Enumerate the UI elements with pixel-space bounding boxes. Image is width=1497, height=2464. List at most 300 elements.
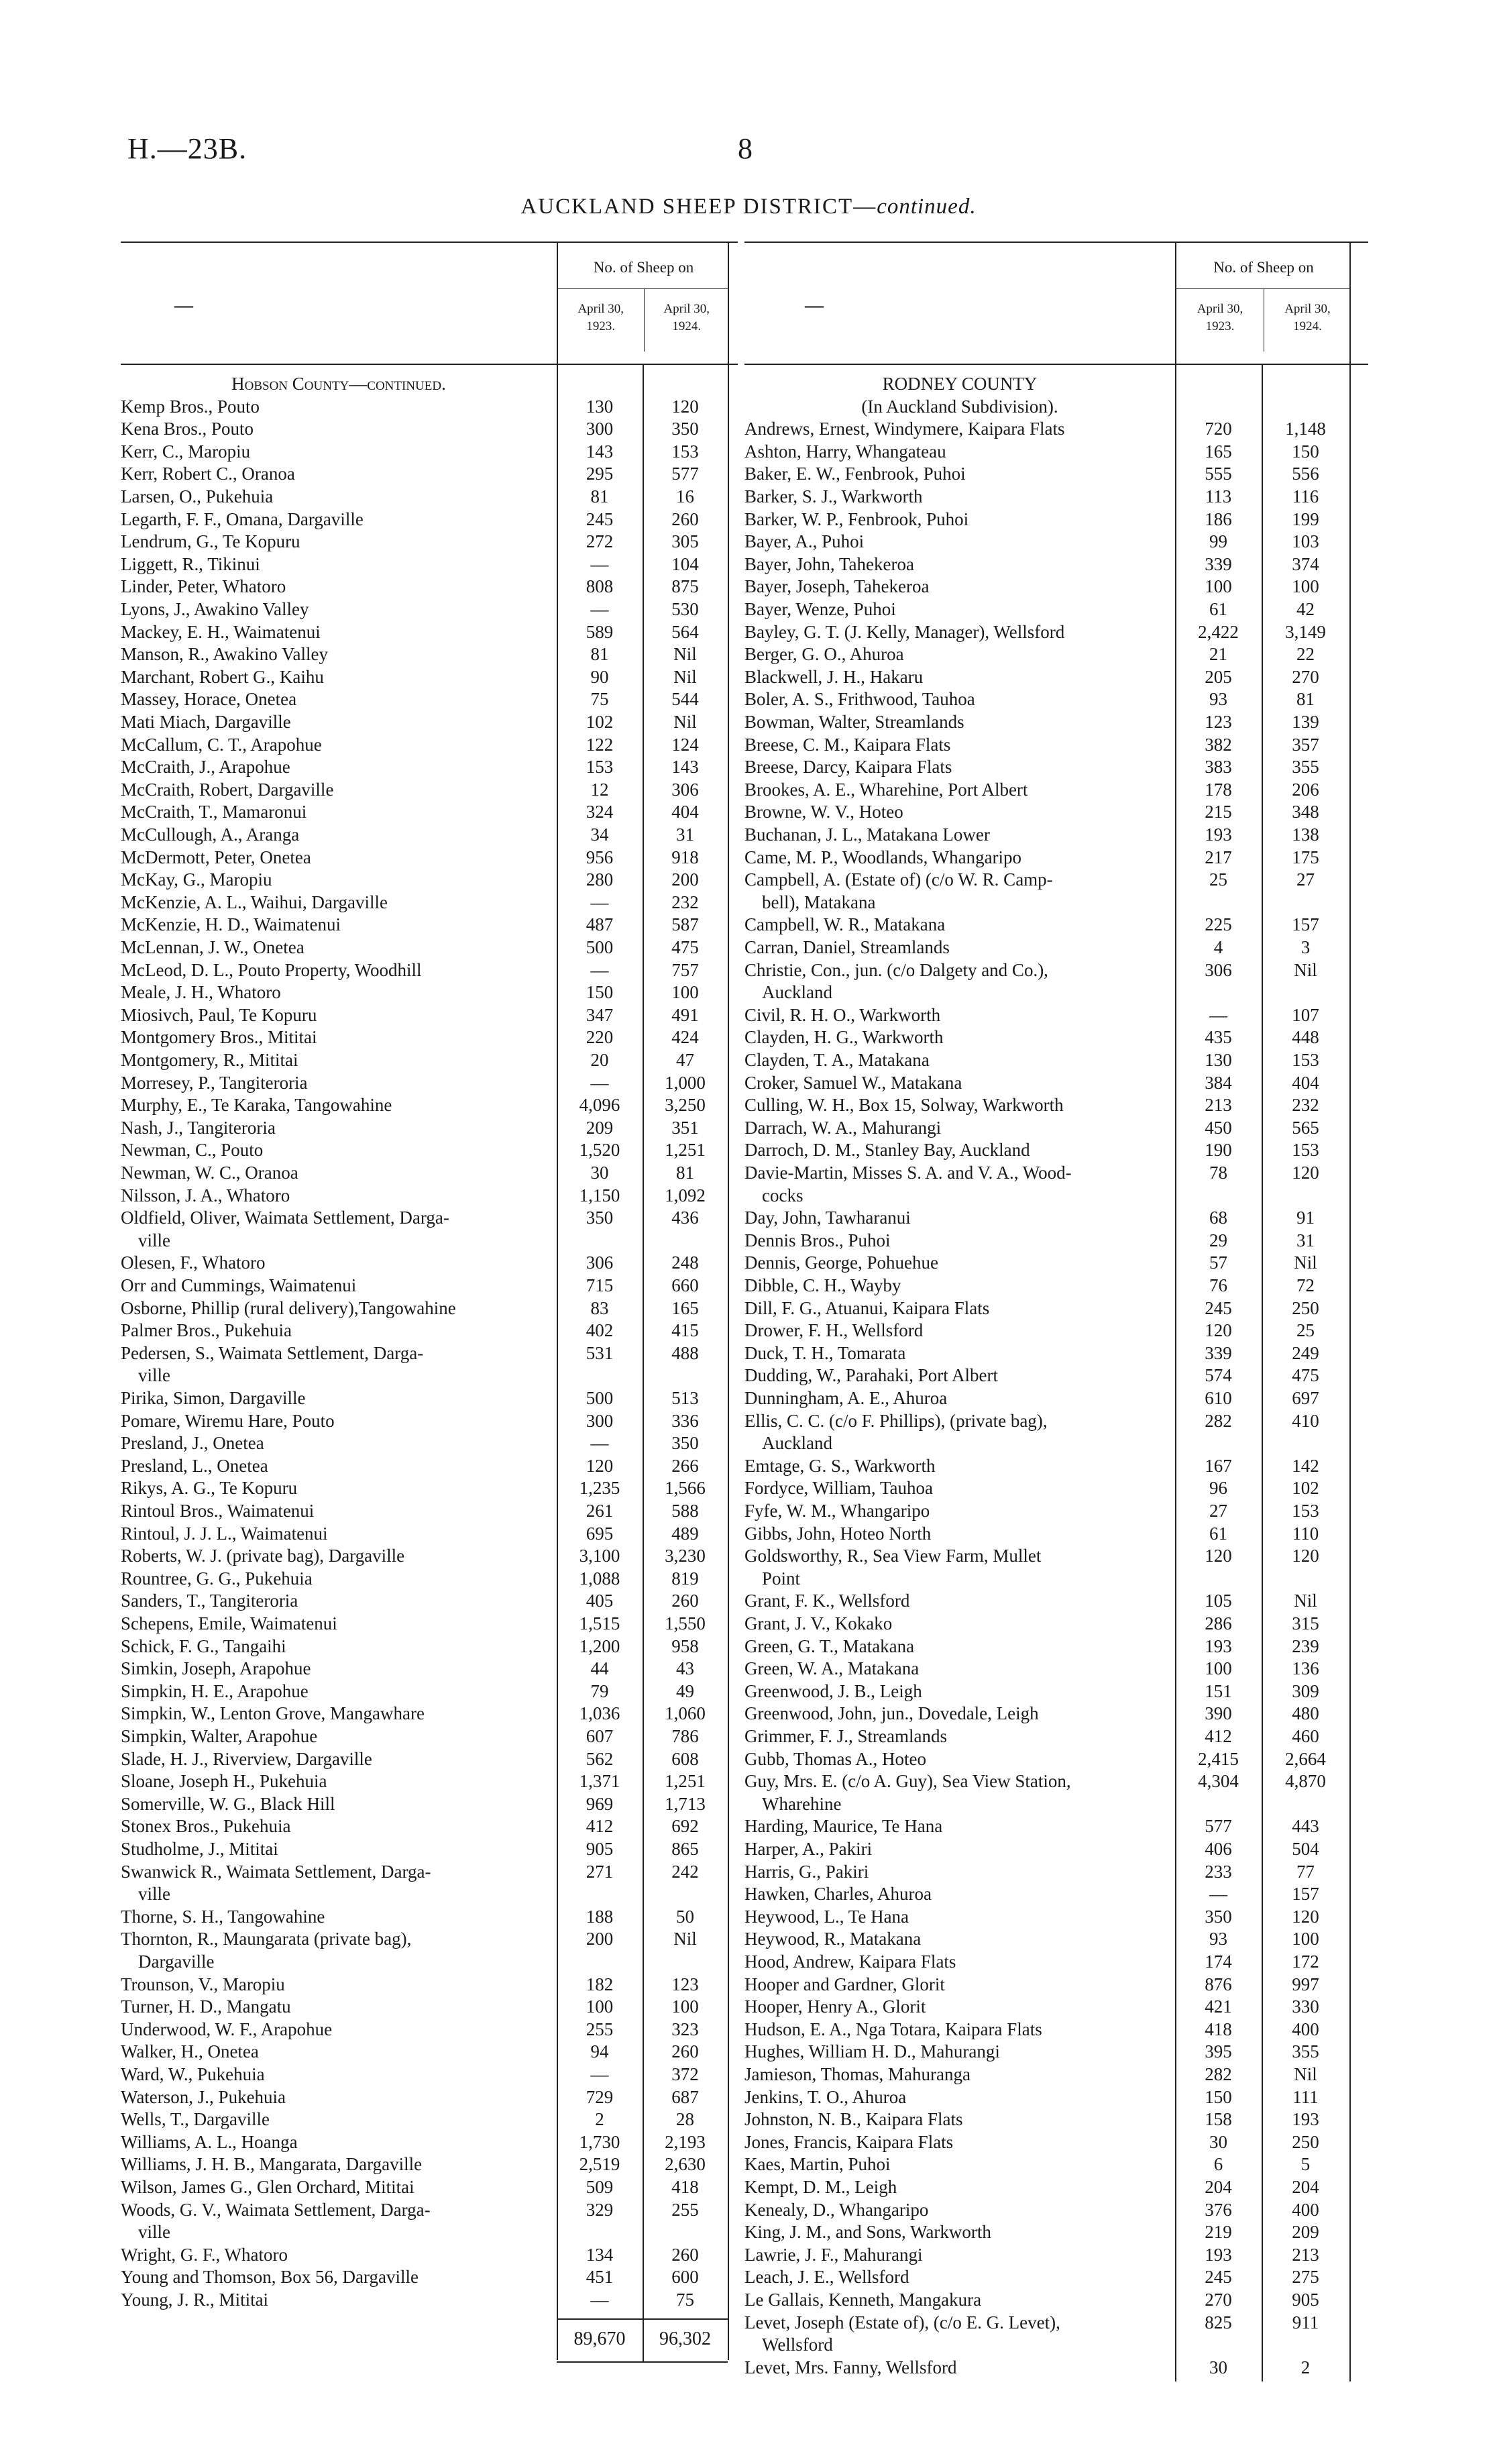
owner-name: Harris, G., Pakiri [744,1861,869,1882]
page-title [0,195,1497,219]
table-row [744,1049,1368,1071]
sheep-1923: 905 [586,1839,614,1859]
table-row [121,1568,738,1590]
sheep-1924: 348 [1292,802,1319,822]
year-header-month: April 30, [663,302,710,316]
owner-name: Kenealy, D., Whangaripo [744,2199,929,2220]
sheep-1923: 178 [1205,779,1232,800]
sheep-1923: 120 [1205,1320,1232,1341]
sheep-1924: 491 [671,1004,699,1025]
sheep-1923: 729 [586,2086,614,2107]
table-row [121,643,738,665]
sheep-1923: 130 [586,396,614,417]
owner-name: Osborne, Phillip (rural delivery),Tangowahine [121,1297,456,1318]
owner-name: Newman, C., Pouto [121,1140,264,1161]
owner-name: Goldsworthy, R., Sea View Farm, Mullet [744,1546,1042,1566]
sheep-1923: 808 [586,576,614,597]
sheep-1924: 260 [671,1591,699,1611]
sheep-1923: 167 [1205,1455,1232,1476]
sheep-1924: Nil [673,666,697,687]
sheep-1924: 608 [671,1748,699,1769]
table-row [121,734,738,756]
sheep-1924: 260 [671,2041,699,2062]
sheep-1924: 309 [1292,1680,1319,1701]
sheep-1923: 75 [590,689,609,710]
owner-name: Levet, Mrs. Fanny, Wellsford [744,2357,957,2377]
page-title-main: AUCKLAND SHEEP DISTRICT— [520,195,877,219]
sheep-1923: 390 [1205,1703,1232,1724]
table-row [121,2064,738,2086]
sheep-1924: 116 [1292,486,1319,506]
sheep-count-title: No. of Sheep on [1176,259,1351,289]
owner-name: Newman, W. C., Oranoa [121,1163,298,1183]
entry-continuation [121,1364,738,1387]
sheep-1923: 405 [586,1591,614,1611]
sheep-1923: 412 [586,1816,614,1837]
sheep-1923: 272 [586,531,614,552]
table-row [744,2131,1368,2153]
total-1924: 96,302 [659,2328,711,2349]
sheep-1924: 143 [671,757,699,778]
section-heading [744,396,1368,418]
owner-name: Breese, C. M., Kaipara Flats [744,734,951,755]
sheep-1924: 757 [671,959,699,980]
sheep-1924: 16 [676,486,694,506]
owner-name: Browne, W. V., Hoteo [744,802,903,822]
owner-name: Kemp Bros., Pouto [121,396,260,417]
sheep-1924: 22 [1296,644,1315,665]
sheep-1924: 544 [671,689,699,710]
owner-name: McKay, G., Maropiu [121,869,272,890]
owner-name: Miosivch, Paul, Te Kopuru [121,1004,317,1025]
owner-name: Day, John, Tawharanui [744,1208,911,1228]
sheep-1923: 610 [1205,1388,1232,1408]
sheep-1923: 205 [1205,666,1232,687]
sheep-1924: 2 [1300,2357,1311,2377]
sheep-1923: 487 [586,914,614,935]
sheep-1923: 574 [1205,1365,1232,1386]
sheep-1924: 687 [671,2086,699,2107]
table-row [121,1139,738,1161]
owner-name: Marchant, Robert G., Kaihu [121,666,324,687]
entry-continuation [744,892,1368,914]
sheep-1924: 153 [671,441,699,462]
owner-name: ville [138,1365,170,1386]
sheep-1924: 565 [1292,1117,1319,1138]
owner-name: cocks [762,1185,803,1206]
table-row [744,1545,1368,1567]
table-row [744,1838,1368,1860]
table-row [744,2289,1368,2311]
sheep-1924: 49 [676,1680,694,1701]
sheep-1924: 100 [671,982,699,1003]
owner-name: Bayer, John, Tahekeroa [744,553,914,574]
sheep-1924: 865 [671,1839,699,1859]
table-row [744,2153,1368,2176]
owner-name: Rintoul, J. J. L., Waimatenui [121,1523,328,1544]
sheep-1924: 564 [671,621,699,642]
owner-name: Auckland [762,982,832,1003]
entry-continuation [121,1951,738,1973]
sheep-1924: 513 [671,1388,699,1408]
sheep-1924: 275 [1292,2267,1319,2288]
sheep-1924: 404 [1292,1072,1319,1093]
table-row [744,1117,1368,1139]
sheep-1924: 111 [1292,2086,1319,2107]
sheep-1923: 193 [1205,1636,1232,1656]
sheep-1923: 225 [1205,914,1232,935]
owner-name: Civil, R. H. O., Warkworth [744,1004,941,1025]
sheep-1924: 350 [671,1433,699,1454]
sheep-1924: 475 [671,937,699,957]
owner-name: Dunningham, A. E., Ahuroa [744,1388,948,1408]
entry-continuation [121,1883,738,1905]
owner-name: Thornton, R., Maungarata (private bag), [121,1929,412,1949]
table-row [744,576,1368,598]
sheep-1924: 918 [671,847,699,867]
owner-name: Legarth, F. F., Omana, Dargaville [121,508,364,529]
sheep-1924: 1,251 [665,1771,706,1792]
page-header [0,0,1497,221]
sheep-1923: 34 [590,824,609,845]
sheep-1923: 306 [586,1252,614,1273]
section-heading [121,373,738,395]
table-row [121,1748,738,1770]
sheep-1924: 204 [1292,2177,1319,2197]
table-row [744,1320,1368,1342]
table-row [744,1364,1368,1387]
sheep-1924: 193 [1292,2109,1319,2130]
owner-name: McCraith, Robert, Dargaville [121,779,334,800]
table-row [121,553,738,576]
sheep-1923: 100 [1205,576,1232,597]
sheep-1923: 956 [586,847,614,867]
table-row [744,2357,1368,2379]
sheep-1924: 504 [1292,1839,1319,1859]
owner-name: Duck, T. H., Tomarata [744,1342,906,1363]
sheep-1923: 300 [586,1410,614,1431]
sheep-1923: 382 [1205,734,1232,755]
sheep-1924: 142 [1292,1455,1319,1476]
owner-name: Harding, Maurice, Te Hana [744,1816,943,1837]
table-row [121,2289,738,2311]
owner-name: Hood, Andrew, Kaipara Flats [744,1951,956,1972]
table-row [121,531,738,553]
owner-name: Sanders, T., Tangiteroria [121,1591,298,1611]
sheep-1923: 715 [586,1275,614,1295]
owner-name: Harper, A., Pakiri [744,1839,873,1859]
sheep-1923: 255 [586,2019,614,2039]
table-row [744,666,1368,688]
table-row [744,711,1368,733]
sheep-1924: 400 [1292,2019,1319,2039]
page-title-continued: continued. [877,195,977,219]
table-row [121,1861,738,1883]
sheep-1923: 2 [595,2109,604,2130]
sheep-1923: 217 [1205,847,1232,867]
table-row [744,824,1368,846]
sheep-1923: 421 [1205,1996,1232,2017]
sheep-1924: 660 [671,1275,699,1295]
owner-name: Kempt, D. M., Leigh [744,2177,897,2197]
sheep-1924: 905 [1292,2290,1319,2310]
sheep-1924: 480 [1292,1703,1319,1724]
owner-name: Walker, H., Onetea [121,2041,259,2062]
owner-name: Bayer, A., Puhoi [744,531,865,552]
table-row [121,1185,738,1207]
sheep-1924: Nil [1294,1591,1317,1611]
table-row [121,1703,738,1725]
sheep-1924: Nil [673,1929,697,1949]
entry-continuation [121,1230,738,1252]
table-row [121,1004,738,1026]
sheep-1924: 448 [1292,1027,1319,1048]
sheep-1924: 100 [1292,576,1319,597]
sheep-1923: 151 [1205,1680,1232,1701]
sheep-1924: 139 [1292,712,1319,732]
sheep-1924: 102 [1292,1478,1319,1499]
sheep-1923: 83 [590,1297,609,1318]
sheep-1924: 3 [1300,937,1311,957]
owner-name: Drower, F. H., Wellsford [744,1320,924,1341]
table-row [121,486,738,508]
owner-name: Culling, W. H., Box 15, Solway, Warkworth [744,1095,1064,1116]
owner-name: Bayley, G. T. (J. Kelly, Manager), Wellsford [744,621,1065,642]
sheep-1923: — [590,1433,609,1454]
sheep-1924: 81 [1296,689,1315,710]
owner-name: Bayer, Joseph, Tahekeroa [744,576,930,597]
owner-name: Breese, Darcy, Kaipara Flats [744,757,952,778]
sheep-1924: 136 [1292,1658,1319,1679]
owner-name: Sloane, Joseph H., Pukehuia [121,1771,327,1792]
column-header-dash: — [805,295,824,316]
entry-continuation [121,2221,738,2243]
sheep-1923: 350 [586,1208,614,1228]
table-row [121,2199,738,2221]
sheep-1924: 1,713 [665,1793,706,1814]
table-row [121,2019,738,2041]
sheep-1923: 306 [1205,959,1232,980]
table-row [121,508,738,531]
owner-name: Simpkin, Walter, Arapohue [121,1726,318,1746]
owner-name: bell), Matakana [762,892,876,912]
sheep-1923: 2,422 [1198,621,1239,642]
sheep-1924: 336 [671,1410,699,1431]
table-row [744,1636,1368,1658]
owner-name: Kena Bros., Pouto [121,419,254,439]
sheep-1923: 81 [590,644,609,665]
table-row [121,1590,738,1612]
owner-name: Massey, Horace, Onetea [121,689,297,710]
sheep-1923: 562 [586,1748,614,1769]
sheep-1923: 193 [1205,824,1232,845]
sheep-1923: 100 [586,1996,614,2017]
table-row [744,1410,1368,1432]
table-row [121,576,738,598]
sheep-1924: 556 [1292,464,1319,484]
table-row [121,1094,738,1116]
sheep-1924: 91 [1296,1208,1315,1228]
sheep-1924: 911 [1292,2312,1319,2333]
sheep-1924: 120 [1292,1546,1319,1566]
sheep-1924: 239 [1292,1636,1319,1656]
owner-name: Ashton, Harry, Whangateau [744,441,946,462]
owner-name: Rikys, A. G., Te Kopuru [121,1478,298,1499]
sheep-1923: 280 [586,869,614,890]
table-row [121,1026,738,1049]
table-row [744,643,1368,665]
sheep-1923: 876 [1205,1974,1232,1994]
sheep-1924: 351 [671,1117,699,1138]
table-row [744,2199,1368,2221]
table-row [744,779,1368,801]
sheep-1923: 193 [1205,2244,1232,2265]
sheep-1923: 3,100 [579,1546,620,1566]
owner-name: Jamieson, Thomas, Mahuranga [744,2064,971,2084]
sheep-1924: 436 [671,1208,699,1228]
table-row [121,2244,738,2266]
sheep-1923: 720 [1205,419,1232,439]
owner-name: Simpkin, H. E., Arapohue [121,1680,309,1701]
table-row [744,1703,1368,1725]
table-row [121,2041,738,2063]
sheep-1923: 165 [1205,441,1232,462]
table-row [744,2244,1368,2266]
sheep-1924: 206 [1292,779,1319,800]
table-row [744,1815,1368,1837]
owner-name: Schick, F. G., Tangaihi [121,1636,286,1656]
owner-name: Morresey, P., Tangiteroria [121,1072,308,1093]
sheep-1924: 1,251 [665,1140,706,1161]
table-row [121,1320,738,1342]
owner-name: Thorne, S. H., Tangowahine [121,1906,325,1927]
owner-name: Berger, G. O., Ahuroa [744,644,904,665]
year-header-col2 [1264,288,1351,352]
sheep-1924: 4,870 [1285,1771,1326,1792]
owner-name: Mati Miach, Dargaville [121,712,291,732]
table-row [744,1207,1368,1229]
table-row [121,1275,738,1297]
table-row [744,1297,1368,1320]
column-header-dash: — [174,295,193,316]
table-row [744,914,1368,936]
sheep-1923: 25 [1209,869,1227,890]
table-row [744,2019,1368,2041]
sheep-1924: 443 [1292,1816,1319,1837]
sheep-1924: 199 [1292,508,1319,529]
sheep-1923: 68 [1209,1208,1227,1228]
table-row [744,1658,1368,1680]
table-row [121,824,738,846]
sheep-1924: 120 [671,396,699,417]
table-row [744,2266,1368,2288]
sheep-1924: 875 [671,576,699,597]
sheep-1923: 113 [1205,486,1232,506]
table-row [121,621,738,643]
sheep-1924: 248 [671,1252,699,1273]
sheep-1923: 130 [1205,1050,1232,1070]
owner-name: Barker, W. P., Fenbrook, Puhoi [744,508,969,529]
sheep-1923: 200 [586,1929,614,1949]
sheep-1924: 138 [1292,824,1319,845]
table-row [121,1815,738,1837]
owner-name: Greenwood, John, jun., Dovedale, Leigh [744,1703,1039,1724]
sheep-1924: 350 [671,419,699,439]
table-row [121,1838,738,1860]
sheep-1923: 93 [1209,1929,1227,1949]
sheep-1923: 245 [1205,2267,1232,2288]
table-row [121,801,738,823]
table-row [744,1680,1368,1703]
sheep-1923: 339 [1205,553,1232,574]
table-row [744,2312,1368,2334]
sheep-1924: 355 [1292,2041,1319,2062]
sheep-1923: 29 [1209,1230,1227,1250]
sheep-1924: 157 [1292,914,1319,935]
sheep-1924: 81 [676,1163,694,1183]
sheep-1924: 958 [671,1636,699,1656]
sheep-1924: 1,060 [665,1703,706,1724]
year-header-col1 [1176,301,1264,335]
owner-name: Nilsson, J. A., Whatoro [121,1185,290,1206]
sheep-1924: 75 [676,2290,694,2310]
sheep-1924: 50 [676,1906,694,1927]
table-row [121,892,738,914]
table-row [121,441,738,463]
table-row [121,688,738,710]
sheep-1924: 1,550 [665,1613,706,1633]
sheep-1923: 695 [586,1523,614,1544]
sheep-1924: 330 [1292,1996,1319,2017]
sheep-1923: 969 [586,1793,614,1814]
year-header-month: April 30, [577,302,624,316]
sheep-1924: 357 [1292,734,1319,755]
sheep-1924: 488 [671,1342,699,1363]
table-row [121,463,738,485]
table-row [121,847,738,869]
owner-name: McCullough, A., Aranga [121,824,300,845]
table-row [744,936,1368,959]
owner-name: McKenzie, A. L., Waihui, Dargaville [121,892,388,912]
owner-name: Slade, H. J., Riverview, Dargaville [121,1748,372,1769]
table-row [121,1974,738,1996]
sheep-1923: 100 [1205,1658,1232,1679]
table-row [744,801,1368,823]
sheep-1924: 28 [676,2109,694,2130]
sheep-1923: 158 [1205,2109,1232,2130]
totals-row [557,2318,728,2363]
sheep-1923: 6 [1213,2154,1223,2175]
table-row [744,1275,1368,1297]
table-row [121,1477,738,1499]
header-right-rule [728,243,729,364]
sheep-1923: 12 [590,779,609,800]
sheep-1924: 232 [1292,1095,1319,1116]
sheep-1923: 295 [586,464,614,484]
sheep-1924: 266 [671,1455,699,1476]
sheep-count-header [557,243,729,364]
owner-name: Orr and Cummings, Waimatenui [121,1275,357,1295]
table-row [744,2108,1368,2131]
sheep-1924: 100 [671,1996,699,2017]
owner-name: Presland, J., Onetea [121,1433,264,1454]
sheep-1923: — [590,892,609,912]
table-row [744,1139,1368,1161]
sheep-1923: 213 [1205,1095,1232,1116]
owner-name: Croker, Samuel W., Matakana [744,1072,962,1093]
owner-name: Jones, Francis, Kaipara Flats [744,2131,954,2152]
total-1923: 89,670 [573,2328,626,2349]
